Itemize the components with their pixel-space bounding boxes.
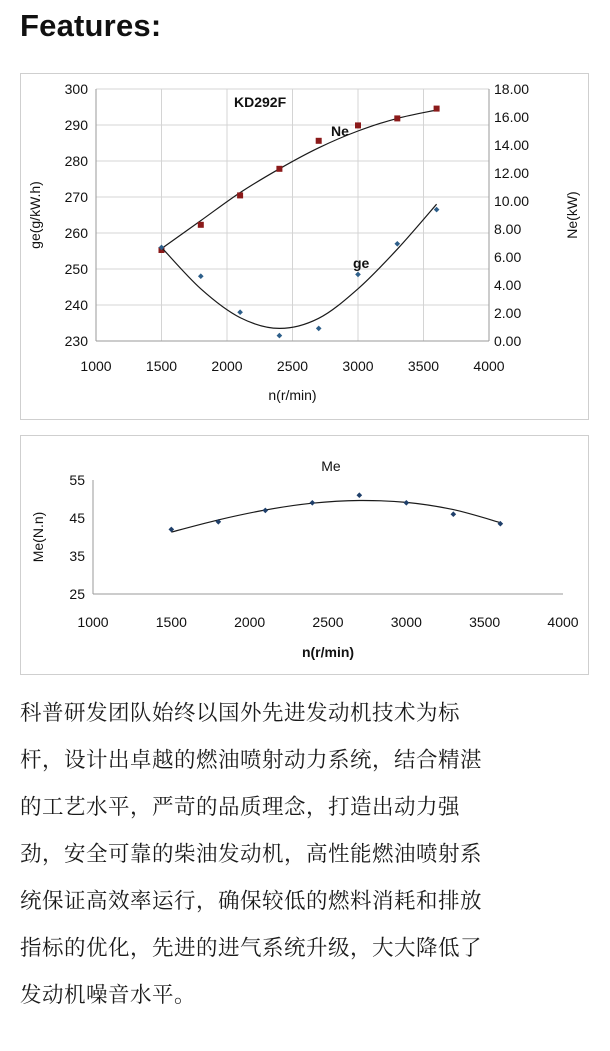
data-point-me bbox=[310, 500, 316, 506]
description-line: 的工艺水平，严苛的品质理念，打造出动力强 bbox=[20, 795, 461, 820]
chart-title: Me bbox=[321, 458, 341, 474]
data-point-me bbox=[263, 508, 269, 514]
y-tick-label: 250 bbox=[64, 261, 88, 277]
x-tick-label: 3000 bbox=[390, 614, 422, 630]
y-tick-label: 35 bbox=[69, 548, 85, 564]
data-point-ge bbox=[237, 309, 243, 315]
data-point-ge bbox=[316, 326, 322, 332]
x-tick-label: 3500 bbox=[407, 358, 440, 374]
chart-ge-ne bbox=[20, 73, 589, 420]
data-point-ne bbox=[316, 138, 322, 144]
x-tick-label: 3500 bbox=[469, 614, 501, 630]
data-point-ne bbox=[276, 166, 282, 172]
description-line: 指标的优化，先进的进气系统升级，大大降低了 bbox=[20, 936, 483, 961]
y-tick-label: 45 bbox=[69, 510, 85, 526]
data-point-ne bbox=[394, 115, 400, 121]
y-tick-label: 270 bbox=[64, 189, 88, 205]
x-tick-label: 1500 bbox=[145, 358, 178, 374]
x-tick-label: 2000 bbox=[211, 358, 243, 374]
y2-tick-label: 18.00 bbox=[494, 81, 530, 97]
series-label-ne: Ne bbox=[331, 123, 349, 139]
series-label-ge: ge bbox=[353, 255, 370, 271]
x-tick-label: 2500 bbox=[312, 614, 344, 630]
y2-tick-label: 10.00 bbox=[494, 193, 530, 209]
x-tick-label: 1000 bbox=[80, 358, 112, 374]
x-tick-label: 4000 bbox=[547, 614, 579, 630]
chart-ge-ne-svg bbox=[21, 74, 588, 419]
data-point-ge bbox=[355, 272, 361, 278]
data-point-me bbox=[451, 511, 457, 517]
description-line: 发动机噪音水平。 bbox=[20, 983, 197, 1008]
y2-tick-label: 0.00 bbox=[494, 333, 522, 349]
x-tick-label: 1500 bbox=[155, 614, 187, 630]
y2-tick-label: 14.00 bbox=[494, 137, 530, 153]
x-tick-label: 3000 bbox=[342, 358, 374, 374]
data-point-ge bbox=[434, 207, 440, 213]
trendline-me bbox=[171, 500, 500, 532]
data-point-me bbox=[357, 492, 363, 498]
x-tick-label: 4000 bbox=[473, 358, 505, 374]
data-point-ne bbox=[198, 222, 204, 228]
y-tick-label: 300 bbox=[64, 81, 88, 97]
y-tick-label: 55 bbox=[69, 472, 85, 488]
chart-me bbox=[20, 435, 589, 675]
trendline-ne bbox=[162, 110, 437, 249]
chart-me-svg bbox=[21, 436, 588, 674]
data-point-ne bbox=[237, 192, 243, 198]
chart-title: KD292F bbox=[234, 94, 287, 110]
description-line: 杆，设计出卓越的燃油喷射动力系统，结合精湛 bbox=[20, 748, 483, 773]
y2-tick-label: 12.00 bbox=[494, 165, 530, 181]
description-text bbox=[20, 690, 592, 1019]
y-tick-label: 230 bbox=[64, 333, 88, 349]
x-tick-label: 2000 bbox=[234, 614, 266, 630]
data-point-me bbox=[404, 500, 410, 506]
data-point-ge bbox=[394, 241, 400, 247]
features-heading: Features: bbox=[20, 8, 162, 43]
description-line: 统保证高效率运行，确保较低的燃料消耗和排放 bbox=[20, 889, 483, 914]
x-tick-label: 1000 bbox=[77, 614, 109, 630]
y2-tick-label: 2.00 bbox=[494, 305, 522, 321]
y2-tick-label: 6.00 bbox=[494, 249, 522, 265]
x-axis-title: n(r/min) bbox=[301, 644, 355, 660]
y2-tick-label: 8.00 bbox=[494, 221, 522, 237]
y2-axis-title: Ne(kW) bbox=[564, 191, 580, 239]
description-line: 科普研发团队始终以国外先进发动机技术为标 bbox=[20, 701, 461, 726]
y-tick-label: 280 bbox=[64, 153, 88, 169]
data-point-ge bbox=[277, 333, 283, 339]
y2-tick-label: 16.00 bbox=[494, 109, 530, 125]
y-tick-label: 290 bbox=[64, 117, 88, 133]
y-tick-label: 260 bbox=[64, 225, 88, 241]
y-axis-title: Me(N.n) bbox=[30, 511, 46, 563]
x-tick-label: 2500 bbox=[276, 358, 309, 374]
description-line: 劲，安全可靠的柴油发动机，高性能燃油喷射系 bbox=[20, 842, 483, 867]
y2-tick-label: 4.00 bbox=[494, 277, 522, 293]
y-axis-title: ge(g/kW.h) bbox=[27, 181, 43, 249]
y-tick-label: 240 bbox=[64, 297, 88, 313]
data-point-ne bbox=[355, 122, 361, 128]
data-point-ne bbox=[434, 106, 440, 112]
x-axis-title: n(r/min) bbox=[268, 387, 317, 403]
data-point-ge bbox=[198, 273, 204, 279]
y-tick-label: 25 bbox=[69, 586, 85, 602]
